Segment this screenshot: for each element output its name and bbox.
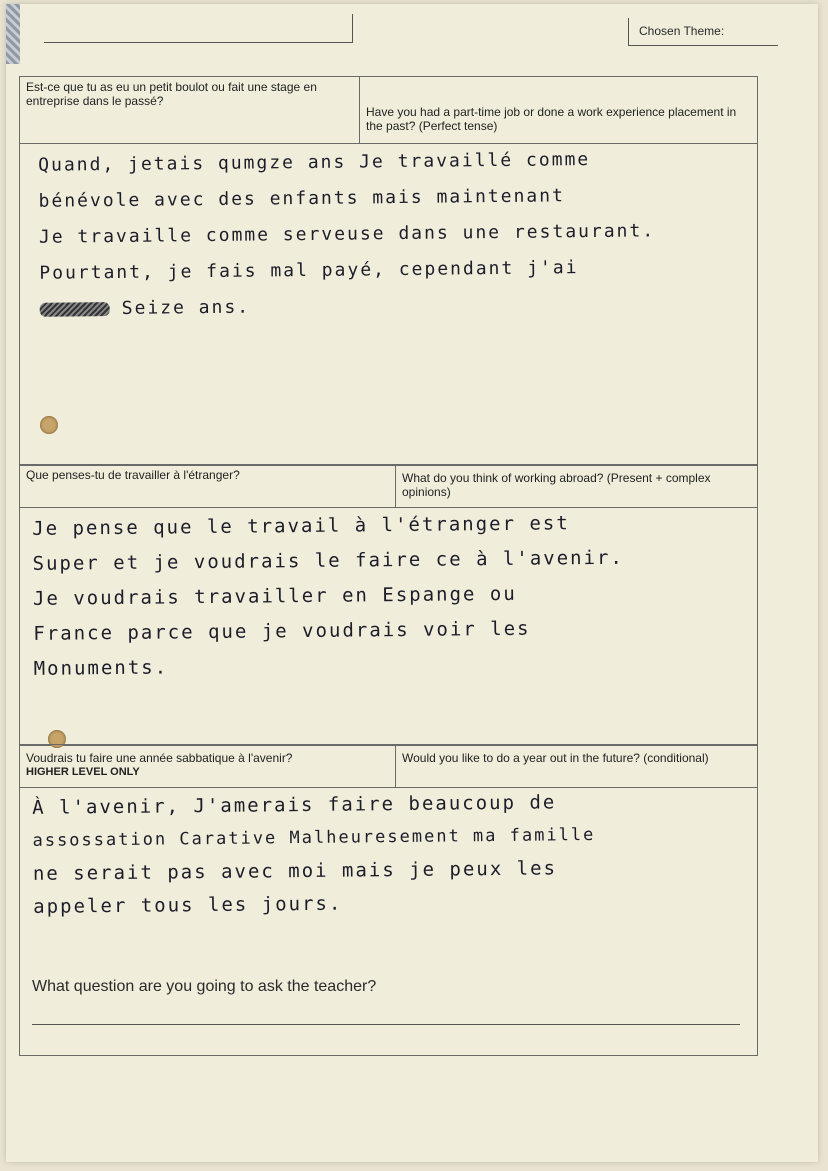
section-past-job [19, 76, 758, 466]
question-english: Have you had a part-time job or done a work experience placement in the past? (Perfect tense) [366, 105, 737, 133]
question-english: Would you like to do a year out in the future? (conditional) [402, 751, 709, 765]
answer-line: assossation Carative Malheuresement ma famille [32, 824, 596, 851]
answer-line: Super et je voudrais le faire ce à l'avenir. [32, 546, 624, 575]
section-working-abroad [19, 464, 758, 746]
answer-line: Je voudrais travailler en Espange ou [32, 582, 517, 610]
answer-line: Je travaille comme serveuse dans une restaurant. [38, 220, 656, 248]
binder-edge [6, 4, 20, 64]
answer-line: ne serait pas avec moi mais je peux les [32, 857, 558, 885]
answer-line: appeler tous les jours. [33, 892, 343, 918]
answer-line: France parce que je voudrais voir les [33, 617, 531, 645]
crossed-out-word [40, 302, 110, 317]
answer-line: À l'avenir, J'amerais faire beaucoup de [32, 791, 557, 819]
name-field-line [44, 14, 353, 43]
answer-line: Seize ans. [40, 284, 749, 327]
handwritten-answer [20, 500, 759, 687]
answer-line: Pourtant, je fais mal payé, cependant j'ai [39, 257, 579, 284]
higher-level-note: HIGHER LEVEL ONLY [26, 766, 140, 778]
question-english: What do you think of working abroad? (Present + complex opinions) [402, 471, 711, 499]
teacher-question-prompt: What question are you going to ask the teacher? [32, 978, 377, 995]
answer-line: Je pense que le travail à l'étranger est [32, 512, 570, 540]
question-row [20, 77, 757, 144]
question-french: Voudrais tu faire une année sabbatique à l'avenir? HIGHER LEVEL ONLY [20, 745, 396, 787]
answer-line: bénévole avec des enfants mais maintenant [38, 185, 566, 212]
answer-line: Quand, jetais qumgze ans Je travaillé comme [38, 149, 591, 176]
chosen-theme-label: Chosen Theme: [639, 24, 725, 38]
handwritten-answer [20, 780, 758, 924]
handwritten-answer [20, 136, 759, 328]
section-gap-year [19, 744, 758, 1056]
chosen-theme-box [628, 18, 778, 46]
teacher-answer-line [32, 1024, 740, 1025]
worksheet-page [6, 4, 818, 1162]
answer-line: Monuments. [33, 656, 169, 680]
question-french: Est-ce que tu as eu un petit boulot ou fait une stage en entreprise dans le passé? [20, 77, 360, 143]
punch-hole [40, 416, 58, 434]
question-french: Que penses-tu de travailler à l'étranger? [20, 465, 396, 507]
